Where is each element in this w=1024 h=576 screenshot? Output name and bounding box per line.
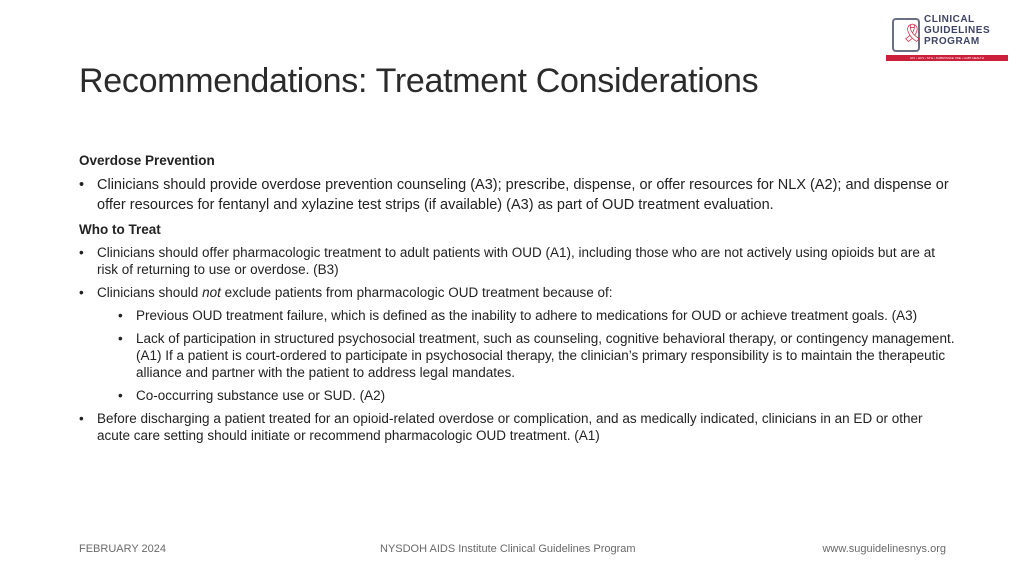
bullet-dot: • xyxy=(79,411,84,426)
slide-content xyxy=(79,152,959,450)
bullet-dot: • xyxy=(118,331,123,346)
bullet-dot: • xyxy=(118,308,123,323)
sub-bullet-treatment-failure xyxy=(118,307,959,324)
logo-line-2: GUIDELINES xyxy=(924,25,991,36)
program-logo xyxy=(886,10,1008,64)
bullet-text: Clinicians should offer pharmacologic treatment to adult patients with OUD (A1), including those who are not actively using opioids but are at risk of returning to use or overdose. (B3) xyxy=(97,245,935,277)
red-ribbon-icon: 🎗 xyxy=(901,23,924,43)
bullet-overdose-counseling xyxy=(79,175,959,215)
section-heading-overdose: Overdose Prevention xyxy=(79,153,215,168)
bullet-dot: • xyxy=(79,285,84,300)
logo-tagline: HIV • HCV • STIs • SUBSTANCE USE • LGBT HEALTH xyxy=(886,55,1008,61)
bullet-text: Lack of participation in structured psychosocial treatment, such as counseling, cognitive behavioral therapy, or contingency management. (A1) If a patient is court-ordered to participate in psychosocial therapy, the clinician’s primary responsibility is to maintain the therapeutic alliance and partner with the patient to address legal mandates. xyxy=(136,331,955,380)
bullet-dot: • xyxy=(79,177,85,193)
bullet-text: Clinicians should provide overdose prevention counseling (A3); prescribe, dispense, or offer resources for NLX (A2); and dispense or offer resources for fentanyl and xylazine test strips (if available) (A3) as part of OUD treatment evaluation. xyxy=(97,177,949,213)
bullet-not-exclude xyxy=(79,284,959,301)
sub-bullet-co-occurring xyxy=(118,387,959,404)
bullet-text: Before discharging a patient treated for an opioid-related overdose or complication, and as medically indicated, clinicians in an ED or other acute care setting should initiate or recommend pharmacologic OUD treatment. (A1) xyxy=(97,411,923,443)
footer-program: NYSDOH AIDS Institute Clinical Guidelines Program xyxy=(380,543,636,555)
logo-line-3: PROGRAM xyxy=(924,36,980,47)
bullet-text-pre: Clinicians should xyxy=(97,285,203,300)
footer-url: www.suguidelinesnys.org xyxy=(822,543,946,555)
bullet-offer-treatment xyxy=(79,244,959,278)
sub-bullet-psychosocial xyxy=(118,330,959,381)
logo-text xyxy=(924,14,990,47)
bullet-dot: • xyxy=(79,245,84,260)
section-heading-who: Who to Treat xyxy=(79,222,161,237)
bullet-discharge xyxy=(79,410,959,444)
bullet-text-emphasis: not xyxy=(202,285,221,300)
logo-emblem xyxy=(892,18,924,52)
logo-line-1: CLINICAL xyxy=(924,14,975,25)
page-title: Recommendations: Treatment Considerations xyxy=(79,62,759,100)
bullet-text: Co-occurring substance use or SUD. (A2) xyxy=(136,388,386,403)
bullet-text: Previous OUD treatment failure, which is defined as the inability to adhere to medications for OUD or achieve treatment goals. (A3) xyxy=(136,308,918,323)
footer-date: FEBRUARY 2024 xyxy=(79,543,167,555)
bullet-text-post: exclude patients from pharmacologic OUD treatment because of: xyxy=(220,285,613,300)
bullet-dot: • xyxy=(118,388,123,403)
